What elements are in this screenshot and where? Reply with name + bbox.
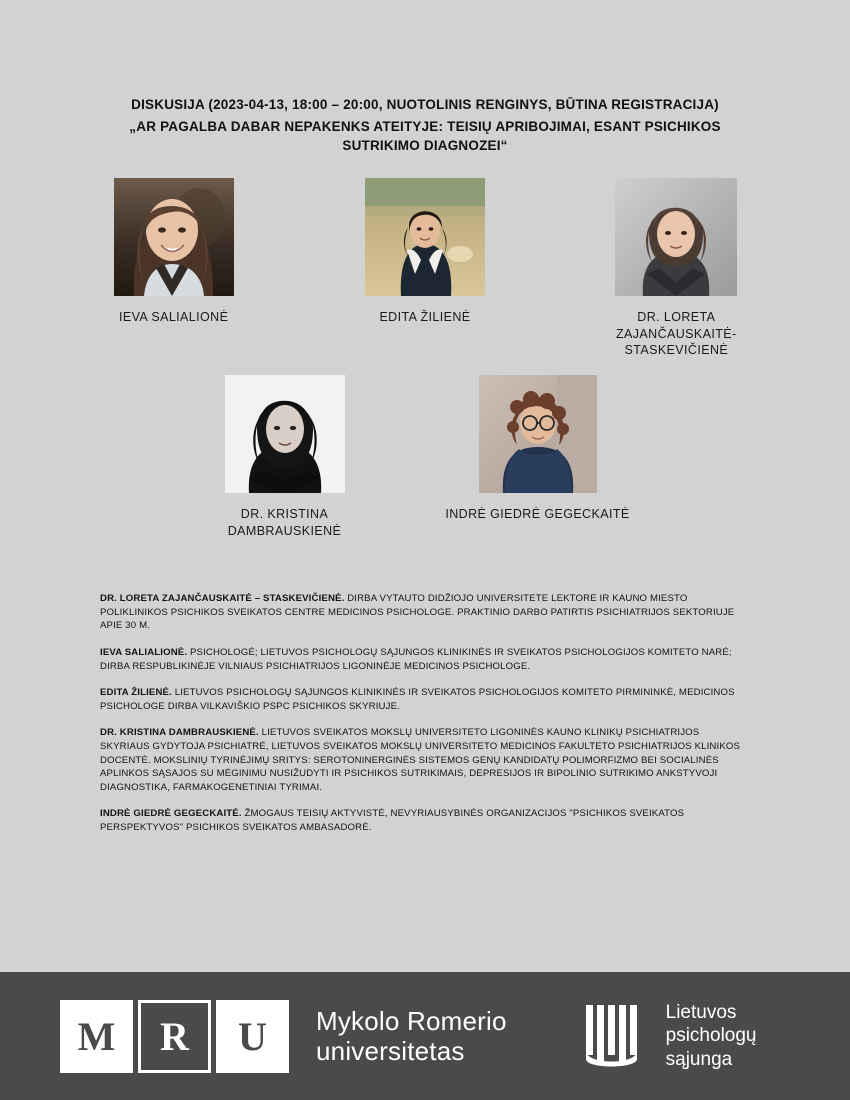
mru-name bbox=[316, 1006, 507, 1066]
lps-name-line-1: Lietuvos bbox=[665, 1001, 737, 1023]
footer-logo-bar bbox=[0, 972, 850, 1100]
portrait-kristina-dambrauskiene bbox=[225, 375, 345, 493]
portrait-loreta-zajancauskaite-staskeviciene bbox=[615, 178, 737, 296]
mru-letter-m: M bbox=[60, 1000, 133, 1073]
lps-name bbox=[666, 1001, 757, 1072]
speaker-name: EDITA ŽILIENĖ bbox=[379, 309, 471, 324]
mru-name-line-2: universitetas bbox=[316, 1036, 465, 1066]
mru-name-line-1: Mykolo Romerio bbox=[316, 1005, 507, 1036]
bios-section bbox=[0, 592, 850, 835]
bio-item bbox=[100, 592, 750, 633]
portrait-ieva-salialione bbox=[114, 178, 234, 296]
speaker-card bbox=[299, 178, 550, 326]
speakers-row-2 bbox=[20, 375, 802, 540]
bio-text: LIETUVOS PSICHOLOGŲ SĄJUNGOS KLINIKINĖS IR SVEIKATOS PSICHOLOGIJOS KOMITETO PIRMININKĖ, MEDICINOS PSICHOLOGE DIRBA VILKAVIŠKIO PSPC PSICHIKOS SKYRIUJE. bbox=[100, 687, 735, 712]
mru-letter-r: R bbox=[138, 1000, 211, 1073]
portrait-image bbox=[615, 178, 737, 296]
speaker-card bbox=[411, 375, 664, 523]
bio-name: IEVA SALIALIONĖ. bbox=[100, 646, 188, 658]
mru-logo bbox=[60, 1000, 507, 1073]
bio-text: LIETUVOS SVEIKATOS MOKSLŲ UNIVERSITETO LIGONINĖS KAUNO KLINIKŲ PSICHIATRIJOS SKYRIAUS GYDYTOJA PSICHIATRĖ, LIETUVOS SVEIKATOS MOKSLŲ UNIVERSITETO MEDICINOS FAKULTETO PSICHIATRIJOS KLINIKOS DOCENTĖ. MOKSLINIŲ TYRINĖJIMŲ SRITYS: SEROTONINERGINĖS SISTEMOS GENŲ KANDIDATŲ POLIMORFIZMO BEI SOCIALINĖS APLINKOS SĄSAJOS SU MĖGINIMU NUSIŽUDYTI IR PSICHIKOS SUTRIKIMAIS, DEPRESIJOS IR BIPOLINIO SUTRIKIMO ANKSTYVOJI DIAGNOSTIKA, FARMAKOGENETINIAI TYRIMAI. bbox=[100, 727, 741, 793]
portrait-indre-giedre-gegeckaite bbox=[479, 375, 597, 493]
speaker-name: DR. LORETA ZAJANČAUSKAITĖ-STASKEVIČIENĖ bbox=[616, 309, 737, 358]
portrait-image bbox=[114, 178, 234, 296]
speaker-name: INDRĖ GIEDRĖ GEGECKAITĖ bbox=[445, 507, 630, 522]
speaker-card bbox=[158, 375, 411, 540]
portrait-image bbox=[479, 375, 597, 493]
bio-name: DR. KRISTINA DAMBRAUSKIENĖ. bbox=[100, 727, 259, 739]
bio-item bbox=[100, 646, 750, 673]
mru-letter-u: U bbox=[216, 1000, 289, 1073]
speaker-card bbox=[551, 178, 802, 360]
speakers-section bbox=[0, 178, 850, 540]
lps-name-line-2: psichologų bbox=[665, 1025, 757, 1047]
portrait-image bbox=[225, 375, 345, 493]
bio-name: DR. LORETA ZAJANČAUSKAITĖ – STASKEVIČIENĖ. bbox=[100, 593, 345, 605]
bio-text: DIRBA VYTAUTO DIDŽIOJO UNIVERSITETE LEKTORE IR KAUNO MIESTO POLIKLINIKOS PSICHIKOS SVEIKATOS CENTRE MEDICINOS PSICHOLOGE. PRAKTINIO DARBO PATIRTIS PSICHIATRIJOS SEKTORIUJE APIE 30 M. bbox=[100, 593, 735, 632]
portrait-edita-ziliene bbox=[365, 178, 485, 296]
speakers-row-1 bbox=[48, 178, 802, 360]
bio-name: EDITA ŽILIENĖ. bbox=[100, 687, 172, 699]
speaker-card bbox=[48, 178, 299, 326]
bio-item bbox=[100, 807, 750, 834]
poster-header bbox=[0, 0, 850, 156]
bio-name: INDRĖ GIEDRĖ GEGECKAITĖ. bbox=[100, 808, 242, 820]
bio-text: ŽMOGAUS TEISIŲ AKTYVISTĖ, NEVYRIAUSYBINĖS ORGANIZACIJOS "PSICHIKOS SVEIKATOS PERSPEKTYVOS" PSICHIKOS SVEIKATOS AMBASADORĖ. bbox=[100, 808, 685, 833]
bio-item bbox=[100, 686, 750, 713]
lps-logo bbox=[582, 1001, 757, 1072]
event-title-line-2: „AR PAGALBA DABAR NEPAKENKS ATEITYJE: TEISIŲ APRIBOJIMAI, ESANT PSICHIKOS SUTRIKIMO DIAGNOZEI“ bbox=[129, 118, 721, 154]
lps-name-line-3: sąjunga bbox=[665, 1048, 733, 1070]
speaker-name: DR. KRISTINA DAMBRAUSKIENĖ bbox=[227, 507, 342, 539]
speaker-name: IEVA SALIALIONĖ bbox=[119, 309, 229, 324]
bio-text: PSICHOLOGĖ; LIETUVOS PSICHOLOGŲ SĄJUNGOS KLINIKINĖS IR SVEIKATOS PSICHOLOGIJOS KOMITETO NARĖ; DIRBA RESPUBLIKINĖJE VILNIAUS PSICHIATRIJOS LIGONINĖJE MEDICINOS PSICHOLOGE. bbox=[100, 646, 732, 672]
bio-item bbox=[100, 726, 750, 794]
event-title-line-1: DISKUSIJA (2023-04-13, 18:00 – 20:00, NUOTOLINIS RENGINYS, BŪTINA REGISTRACIJA) bbox=[131, 97, 719, 112]
lps-emblem-icon bbox=[582, 1003, 652, 1069]
mru-letter-boxes bbox=[60, 1000, 294, 1073]
portrait-image bbox=[365, 178, 485, 296]
